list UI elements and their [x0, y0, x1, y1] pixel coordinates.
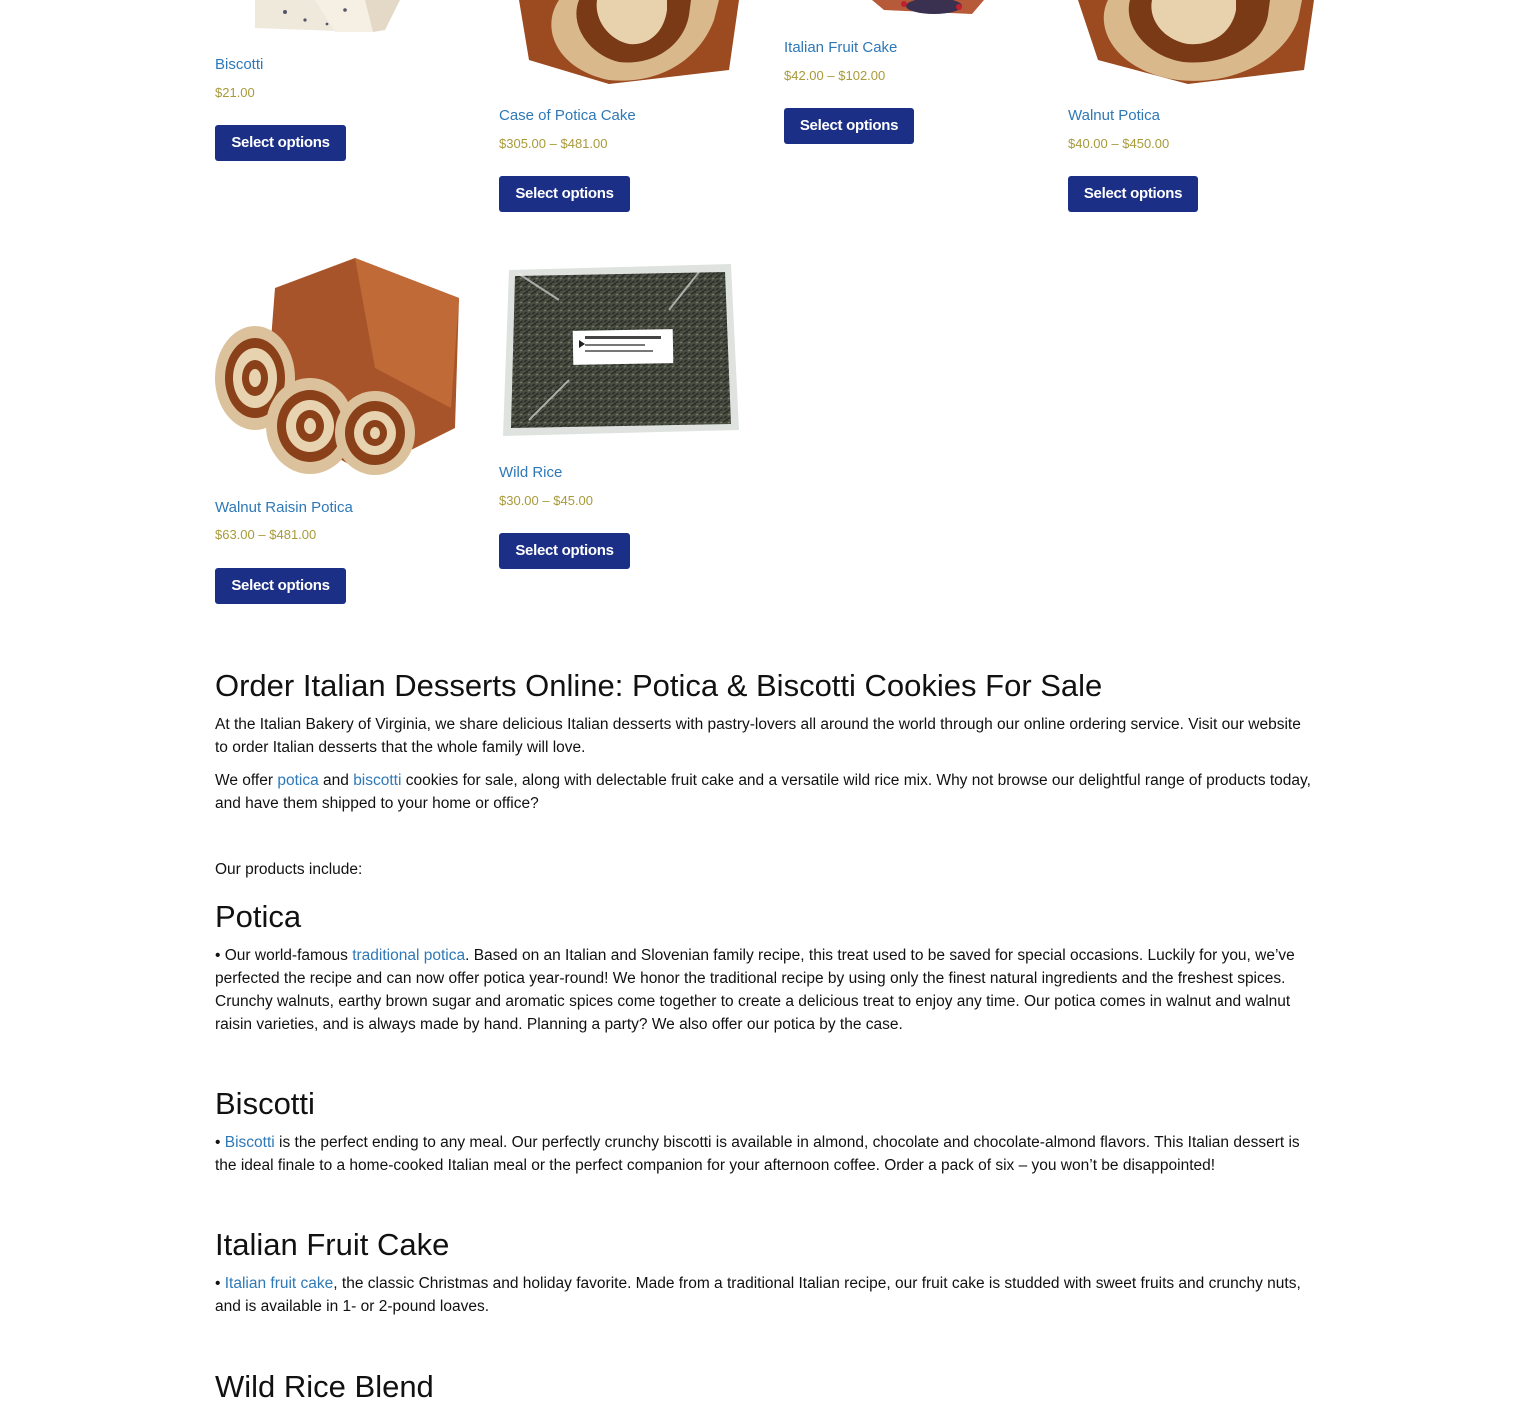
product-price — [215, 85, 255, 100]
traditional-potica-link[interactable]: traditional potica — [352, 947, 466, 964]
products-include-text: Our products include: — [215, 861, 363, 878]
product-title[interactable]: Walnut Raisin Potica — [215, 499, 353, 516]
select-options-button[interactable]: Select options — [499, 533, 630, 569]
product-image-italian-fruit-cake[interactable] — [784, 0, 1024, 20]
intro-paragraph: At the Italian Bakery of Virginia, we share delicious Italian desserts with pastry-lovers all around the world through our online ordering service. Visit our website to order Italian desserts that the whole family will love. — [215, 716, 1301, 756]
price-separator: – — [549, 136, 557, 151]
biscotti-paragraph: • Biscotti is the perfect ending to any meal. Our perfectly crunchy biscotti is available in almond, chocolate and chocolate-almond flavors. This Italian dessert is the ideal finale to a home-cooked Italian meal or the perfect companion for your afternoon coffee. Order a pack of six – you won’t be disappointed! — [215, 1134, 1300, 1174]
page-heading: Order Italian Desserts Online: Potica & Biscotti Cookies For Sale — [215, 668, 1103, 703]
product-title[interactable]: Italian Fruit Cake — [784, 39, 898, 56]
product-title[interactable]: Walnut Potica — [1068, 107, 1160, 124]
offer-paragraph: We offer potica and biscotti cookies for sale, along with delectable fruit cake and a versatile wild rice mix. Why not browse our delightful range of products today, and have them shipped to your home or office? — [215, 772, 1311, 812]
price-separator: – — [827, 68, 835, 83]
product-image-case-of-potica[interactable] — [499, 0, 743, 86]
price-high: $102.00 — [838, 68, 886, 83]
price-high: $481.00 — [560, 136, 608, 151]
select-options-button[interactable]: Select options — [784, 108, 914, 144]
section-heading-potica: Potica — [215, 899, 302, 934]
select-options-button[interactable]: Select options — [215, 568, 346, 604]
italian-fruit-cake-link[interactable]: Italian fruit cake — [224, 1275, 334, 1292]
select-options-button[interactable]: Select options — [1068, 176, 1198, 212]
price-low: $40.00 — [1068, 136, 1108, 151]
product-image-walnut-raisin-potica[interactable] — [215, 258, 459, 478]
product-price — [215, 527, 316, 542]
product-title[interactable]: Case of Potica Cake — [499, 107, 636, 124]
price-low: $21.00 — [215, 85, 255, 100]
potica-link[interactable]: potica — [277, 772, 319, 789]
product-price — [499, 493, 593, 508]
price-high: $45.00 — [553, 493, 594, 508]
price-low: $42.00 — [784, 68, 824, 83]
biscotti-link[interactable]: biscotti — [353, 772, 402, 789]
product-price — [1068, 136, 1169, 151]
product-price — [784, 68, 885, 83]
price-low: $63.00 — [215, 527, 255, 542]
product-price — [499, 136, 607, 151]
price-low: $30.00 — [499, 493, 539, 508]
biscotti-section-link[interactable]: Biscotti — [224, 1134, 275, 1151]
price-high: $450.00 — [1122, 136, 1170, 151]
fruit-cake-paragraph: • Italian fruit cake, the classic Christmas and holiday favorite. Made from a traditional Italian recipe, our fruit cake is studded with sweet fruits and crunchy nuts, and is available in 1- or 2-pound loaves. — [215, 1275, 1301, 1315]
price-high: $481.00 — [269, 527, 317, 542]
product-title[interactable]: Wild Rice — [499, 464, 563, 481]
potica-paragraph: • Our world-famous traditional potica. Based on an Italian and Slovenian family recipe, this treat used to be saved for special occasions. Luckily for you, we’ve perfected the recipe and can now offer potica year-round! We honor the traditional recipe by using only the finest natural ingredients and the freshest spices. Crunchy walnuts, earthy brown sugar and aromatic spices come together to create a delicious treat to enjoy any time. Our potica comes in walnut and walnut raisin varieties, and is always made by hand. Planning a party? We also offer our potica by the case. — [215, 947, 1295, 1033]
price-separator: – — [1111, 136, 1119, 151]
product-image-walnut-potica[interactable] — [1068, 0, 1314, 86]
product-image-wild-rice[interactable] — [499, 260, 741, 440]
select-options-button[interactable]: Select options — [215, 125, 346, 161]
product-image-biscotti[interactable] — [215, 0, 455, 34]
section-heading-wild-rice: Wild Rice Blend — [215, 1369, 434, 1404]
price-low: $305.00 — [499, 136, 546, 151]
price-separator: – — [542, 493, 550, 508]
product-title[interactable]: Biscotti — [215, 56, 264, 73]
section-heading-biscotti: Biscotti — [215, 1086, 315, 1121]
select-options-button[interactable]: Select options — [499, 176, 630, 212]
price-separator: – — [258, 527, 266, 542]
section-heading-fruit-cake: Italian Fruit Cake — [215, 1227, 450, 1262]
